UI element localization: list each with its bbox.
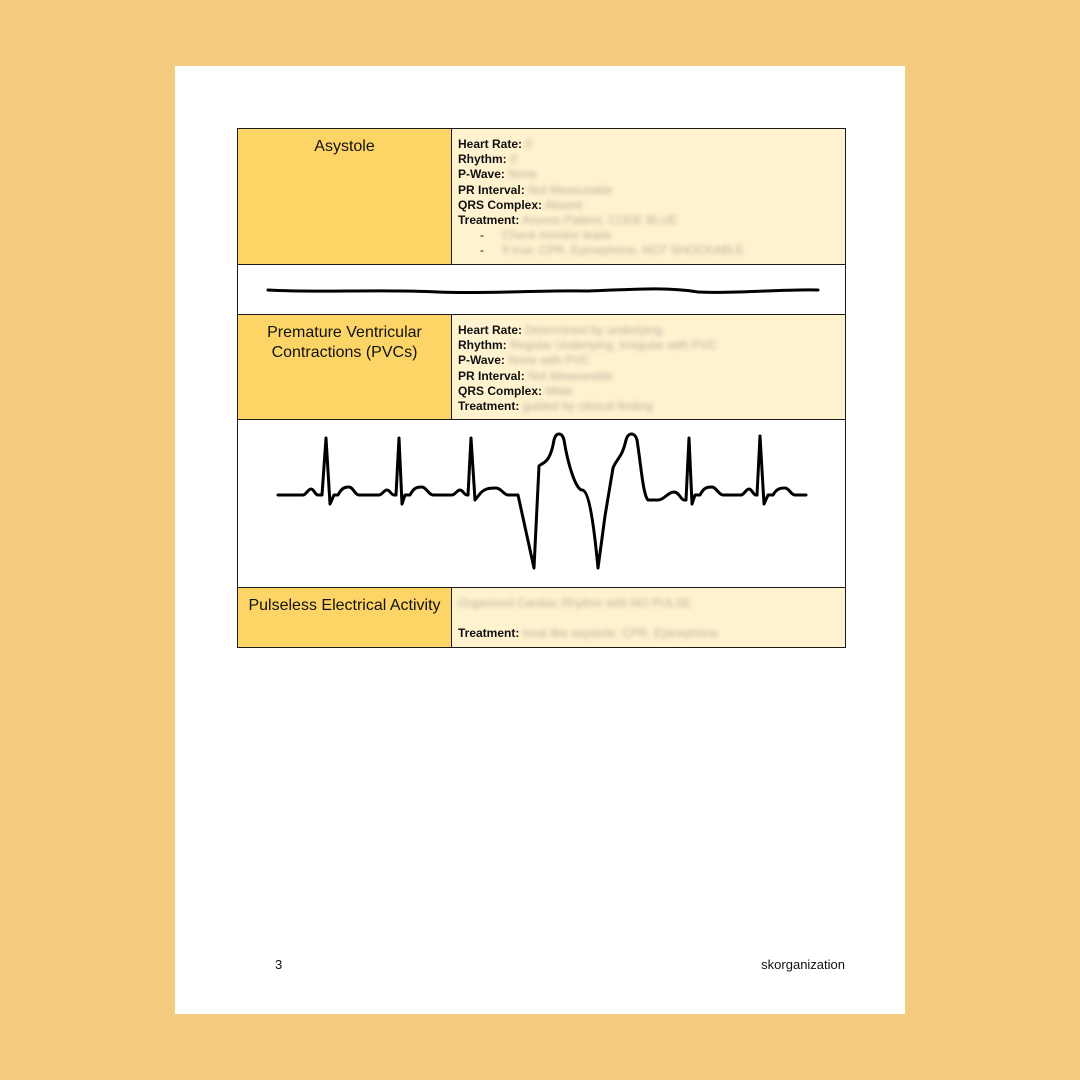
field-value: 0	[510, 152, 517, 167]
field-value: Assess Patient, CODE BLUE	[522, 213, 678, 228]
bullet: -	[480, 243, 484, 258]
bullet: -	[480, 228, 484, 243]
field-value: Not Measurable	[528, 368, 613, 383]
page-number: 3	[275, 957, 283, 972]
strip-row	[238, 420, 846, 588]
rhythm-details	[452, 129, 846, 265]
field-label: PR Interval:	[458, 182, 525, 197]
field-label: Treatment:	[458, 399, 520, 414]
table-row	[238, 129, 846, 265]
detail-line	[458, 369, 839, 384]
detail-line	[458, 152, 839, 167]
field-value: Wide	[545, 383, 573, 398]
rhythm-name: Asystole	[238, 129, 452, 265]
table-row	[238, 588, 846, 648]
field-value: Not Measurable	[528, 182, 613, 197]
field-label: Rhythm:	[458, 338, 507, 353]
field-label: PR Interval:	[458, 368, 525, 383]
sub-item	[458, 243, 839, 258]
detail-line	[458, 167, 839, 182]
strip-row	[238, 265, 846, 315]
field-label: QRS Complex:	[458, 197, 543, 212]
asystole-strip	[238, 265, 846, 315]
table-row	[238, 315, 846, 420]
field-label: Treatment:	[458, 626, 520, 641]
detail-line	[458, 137, 839, 152]
detail-line	[458, 323, 839, 338]
detail-line	[458, 353, 839, 368]
field-label: Heart Rate:	[458, 323, 523, 337]
asystole-waveform	[238, 265, 845, 314]
detail-line	[458, 399, 839, 414]
detail-line	[458, 213, 839, 228]
field-label: P-Wave:	[458, 167, 505, 182]
field-label: Treatment:	[458, 213, 520, 228]
field-label: P-Wave:	[458, 353, 505, 368]
field-value: Determined by underlying	[525, 323, 663, 337]
pvc-waveform	[238, 420, 845, 587]
field-value: guided by clinical finding	[522, 399, 653, 414]
spacer	[458, 611, 839, 626]
sub-item-value: Check monitor leads	[502, 228, 612, 243]
flatline-trace	[268, 289, 818, 293]
field-value: Absent	[544, 197, 583, 212]
field-value: None	[508, 167, 537, 182]
document-page	[175, 66, 905, 1014]
sub-item	[458, 228, 839, 243]
field-value: Regular Underlying, Irregular with PVC	[510, 338, 717, 353]
rhythm-name: Pulseless Electrical Activity	[238, 588, 452, 648]
rhythm-details	[452, 315, 846, 420]
detail-line	[458, 183, 839, 198]
field-label: Rhythm:	[458, 152, 507, 167]
rhythm-details	[452, 588, 846, 648]
field-label: Heart Rate:	[458, 137, 523, 151]
detail-line	[458, 596, 839, 611]
detail-line	[458, 338, 839, 353]
pvc-strip	[238, 420, 846, 588]
field-label: QRS Complex:	[458, 383, 543, 398]
sub-item-value: If true: CPR, Epinephrine, NOT SHOCKABLE	[502, 243, 744, 258]
detail-line	[458, 198, 839, 213]
detail-line	[458, 626, 839, 641]
rhythm-description: Organized Cardiac Rhythm with NO PULSE	[458, 596, 692, 610]
detail-line	[458, 384, 839, 399]
field-value: None with PVC	[508, 353, 590, 368]
field-value: treat like asystole, CPR, Epinephrine	[522, 626, 719, 641]
brand-name: skorganization	[761, 957, 845, 972]
field-value: 0	[525, 137, 533, 151]
rhythm-table	[237, 128, 846, 648]
rhythm-name: Premature Ventricular Contractions (PVCs)	[238, 315, 452, 420]
pvc-trace	[278, 434, 806, 568]
